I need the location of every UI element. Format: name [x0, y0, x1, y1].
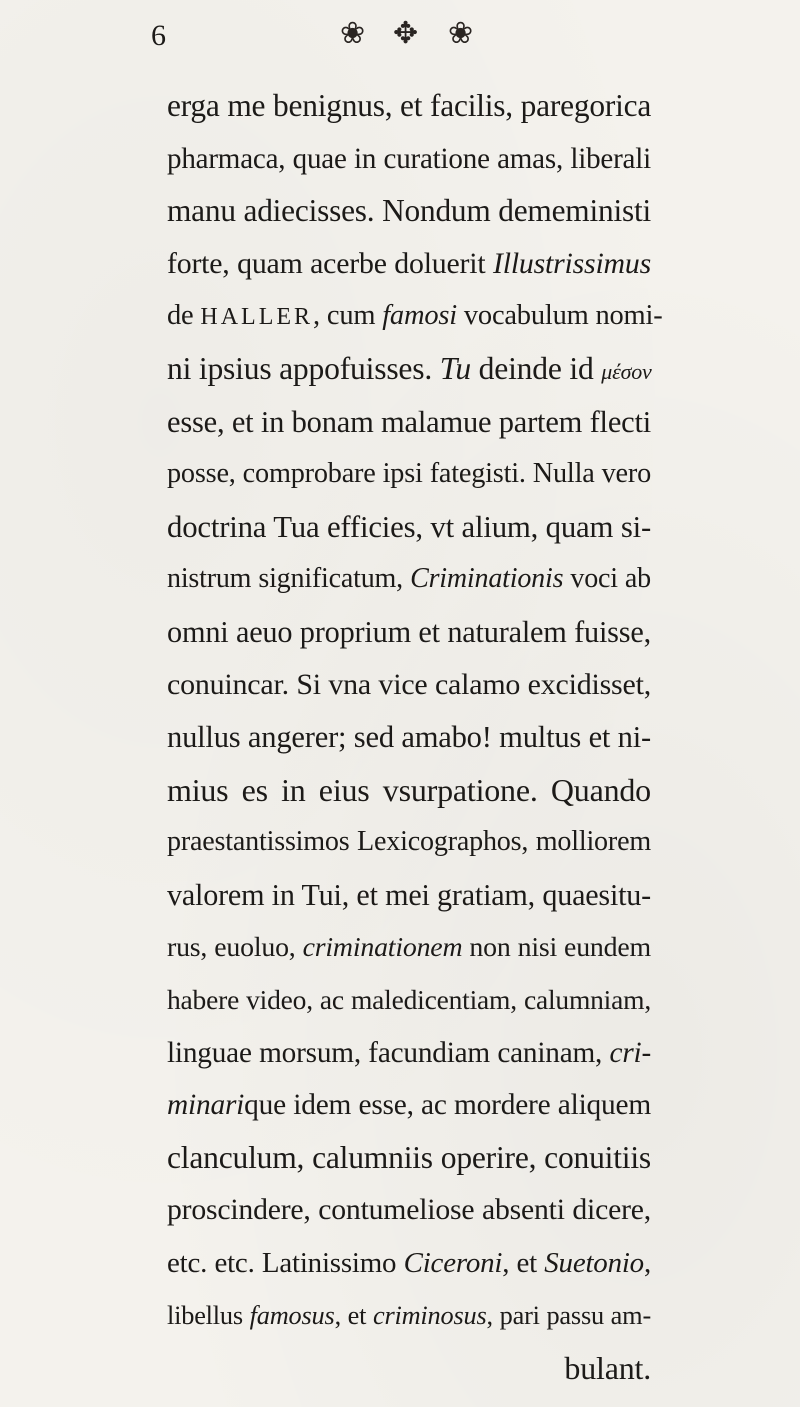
cross-ornament-icon: ✥ — [393, 17, 419, 50]
emphasis-text: minari — [167, 1089, 245, 1122]
text-line — [167, 606, 651, 659]
emphasis-text: famosi — [382, 300, 457, 332]
text-line — [167, 290, 663, 343]
text-line — [167, 80, 651, 133]
emphasis-text: Ciceroni — [403, 1247, 503, 1280]
text-line — [167, 396, 651, 449]
text-segment: forte, quam acerbe doluerit — [167, 246, 494, 280]
text-segment: omni aeuo proprium et naturalem fuisse, — [167, 614, 651, 649]
text-line — [167, 1290, 651, 1343]
text-line — [167, 238, 651, 291]
text-line — [167, 133, 651, 186]
text-line — [167, 501, 651, 554]
text-segment: linguae morsum, facundiam caninam, — [167, 1036, 610, 1069]
emphasis-text: criminosus — [372, 1300, 487, 1330]
text-segment: ni ipsius appofuisses. — [167, 350, 440, 386]
text-segment: , et — [502, 1247, 545, 1280]
text-segment: manu adiecisses. Nondum demeministi — [167, 193, 651, 229]
text-line — [167, 1342, 651, 1395]
text-segment: voci ab — [563, 563, 652, 595]
text-segment: valorem in Tui, et mei gratiam, quaesitu- — [167, 877, 651, 912]
text-line — [167, 185, 651, 238]
text-segment: pharmaca, quae in curatione amas, liberali — [167, 142, 651, 175]
flower-ornament-icon: ❀ — [448, 17, 474, 50]
text-segment: praestantissimos Lexicographos, molliorem — [167, 826, 651, 858]
text-line — [167, 711, 651, 764]
text-line — [167, 1132, 651, 1185]
text-line — [167, 1237, 651, 1290]
text-segment: nullus angerer; sed amabo! multus et ni- — [167, 720, 651, 755]
text-segment: erga me benignus, et facilis, paregorica — [167, 88, 652, 123]
text-segment: etc. etc. Latinissimo — [167, 1247, 404, 1280]
text-segment: mius es in eius vsurpatione. Quando — [167, 771, 651, 808]
text-segment: proscindere, contumeliose absenti dicere, — [167, 1194, 651, 1227]
page-number: 6 — [151, 19, 166, 52]
emphasis-text: criminationem — [302, 931, 463, 963]
text-segment: deinde id — [470, 350, 602, 386]
text-segment: de — [167, 300, 201, 332]
text-segment: esse, et in bonam malamue partem flecti — [167, 404, 651, 439]
page-header — [0, 4, 800, 64]
text-segment: , cum — [313, 300, 383, 332]
text-segment: rus, euoluo, — [167, 931, 303, 963]
text-line — [167, 659, 651, 712]
text-segment: , et — [334, 1300, 373, 1330]
text-segment: vocabulum nomi- — [456, 300, 663, 332]
emphasis-text: HALLER — [200, 304, 314, 331]
emphasis-text: cri- — [609, 1036, 651, 1069]
text-segment: que idem esse, ac mordere aliquem — [244, 1089, 651, 1122]
text-segment: conuincar. Si vna vice calamo excidisset, — [167, 667, 651, 701]
text-segment: libellus — [167, 1300, 250, 1330]
emphasis-text: Criminationis — [410, 563, 564, 595]
text-segment: posse, comprobare ipsi fategisti. Nulla vero — [167, 458, 651, 490]
text-segment: , pari passu am- — [486, 1300, 652, 1330]
text-line — [167, 553, 651, 606]
body-text — [167, 80, 663, 1395]
text-segment: habere video, ac maledicentiam, calumniam, — [167, 984, 651, 1016]
emphasis-text: famosus — [249, 1300, 335, 1330]
text-segment: , — [643, 1247, 651, 1280]
text-segment: nistrum significatum, — [167, 563, 411, 595]
text-line — [167, 1027, 651, 1080]
text-line — [167, 974, 651, 1027]
text-segment: bulant. — [564, 1350, 651, 1387]
text-line — [167, 448, 651, 501]
emphasis-text: μέσον — [601, 358, 652, 384]
emphasis-text: Illustrissimus — [493, 246, 651, 280]
text-segment: doctrina Tua efficies, vt alium, quam si- — [167, 509, 651, 544]
text-line — [167, 1079, 651, 1132]
text-line — [167, 869, 651, 922]
text-segment: non nisi eundem — [462, 931, 651, 963]
emphasis-text: Tu — [439, 350, 471, 386]
text-line — [167, 1184, 651, 1237]
emphasis-text: Suetonio — [544, 1247, 644, 1280]
text-segment: clanculum, calumniis operire, conuitiis — [167, 1139, 651, 1175]
flower-ornament-icon: ❀ — [340, 17, 366, 50]
text-line — [167, 343, 651, 396]
text-line — [167, 816, 651, 869]
text-line — [167, 922, 651, 975]
text-line — [167, 764, 651, 817]
